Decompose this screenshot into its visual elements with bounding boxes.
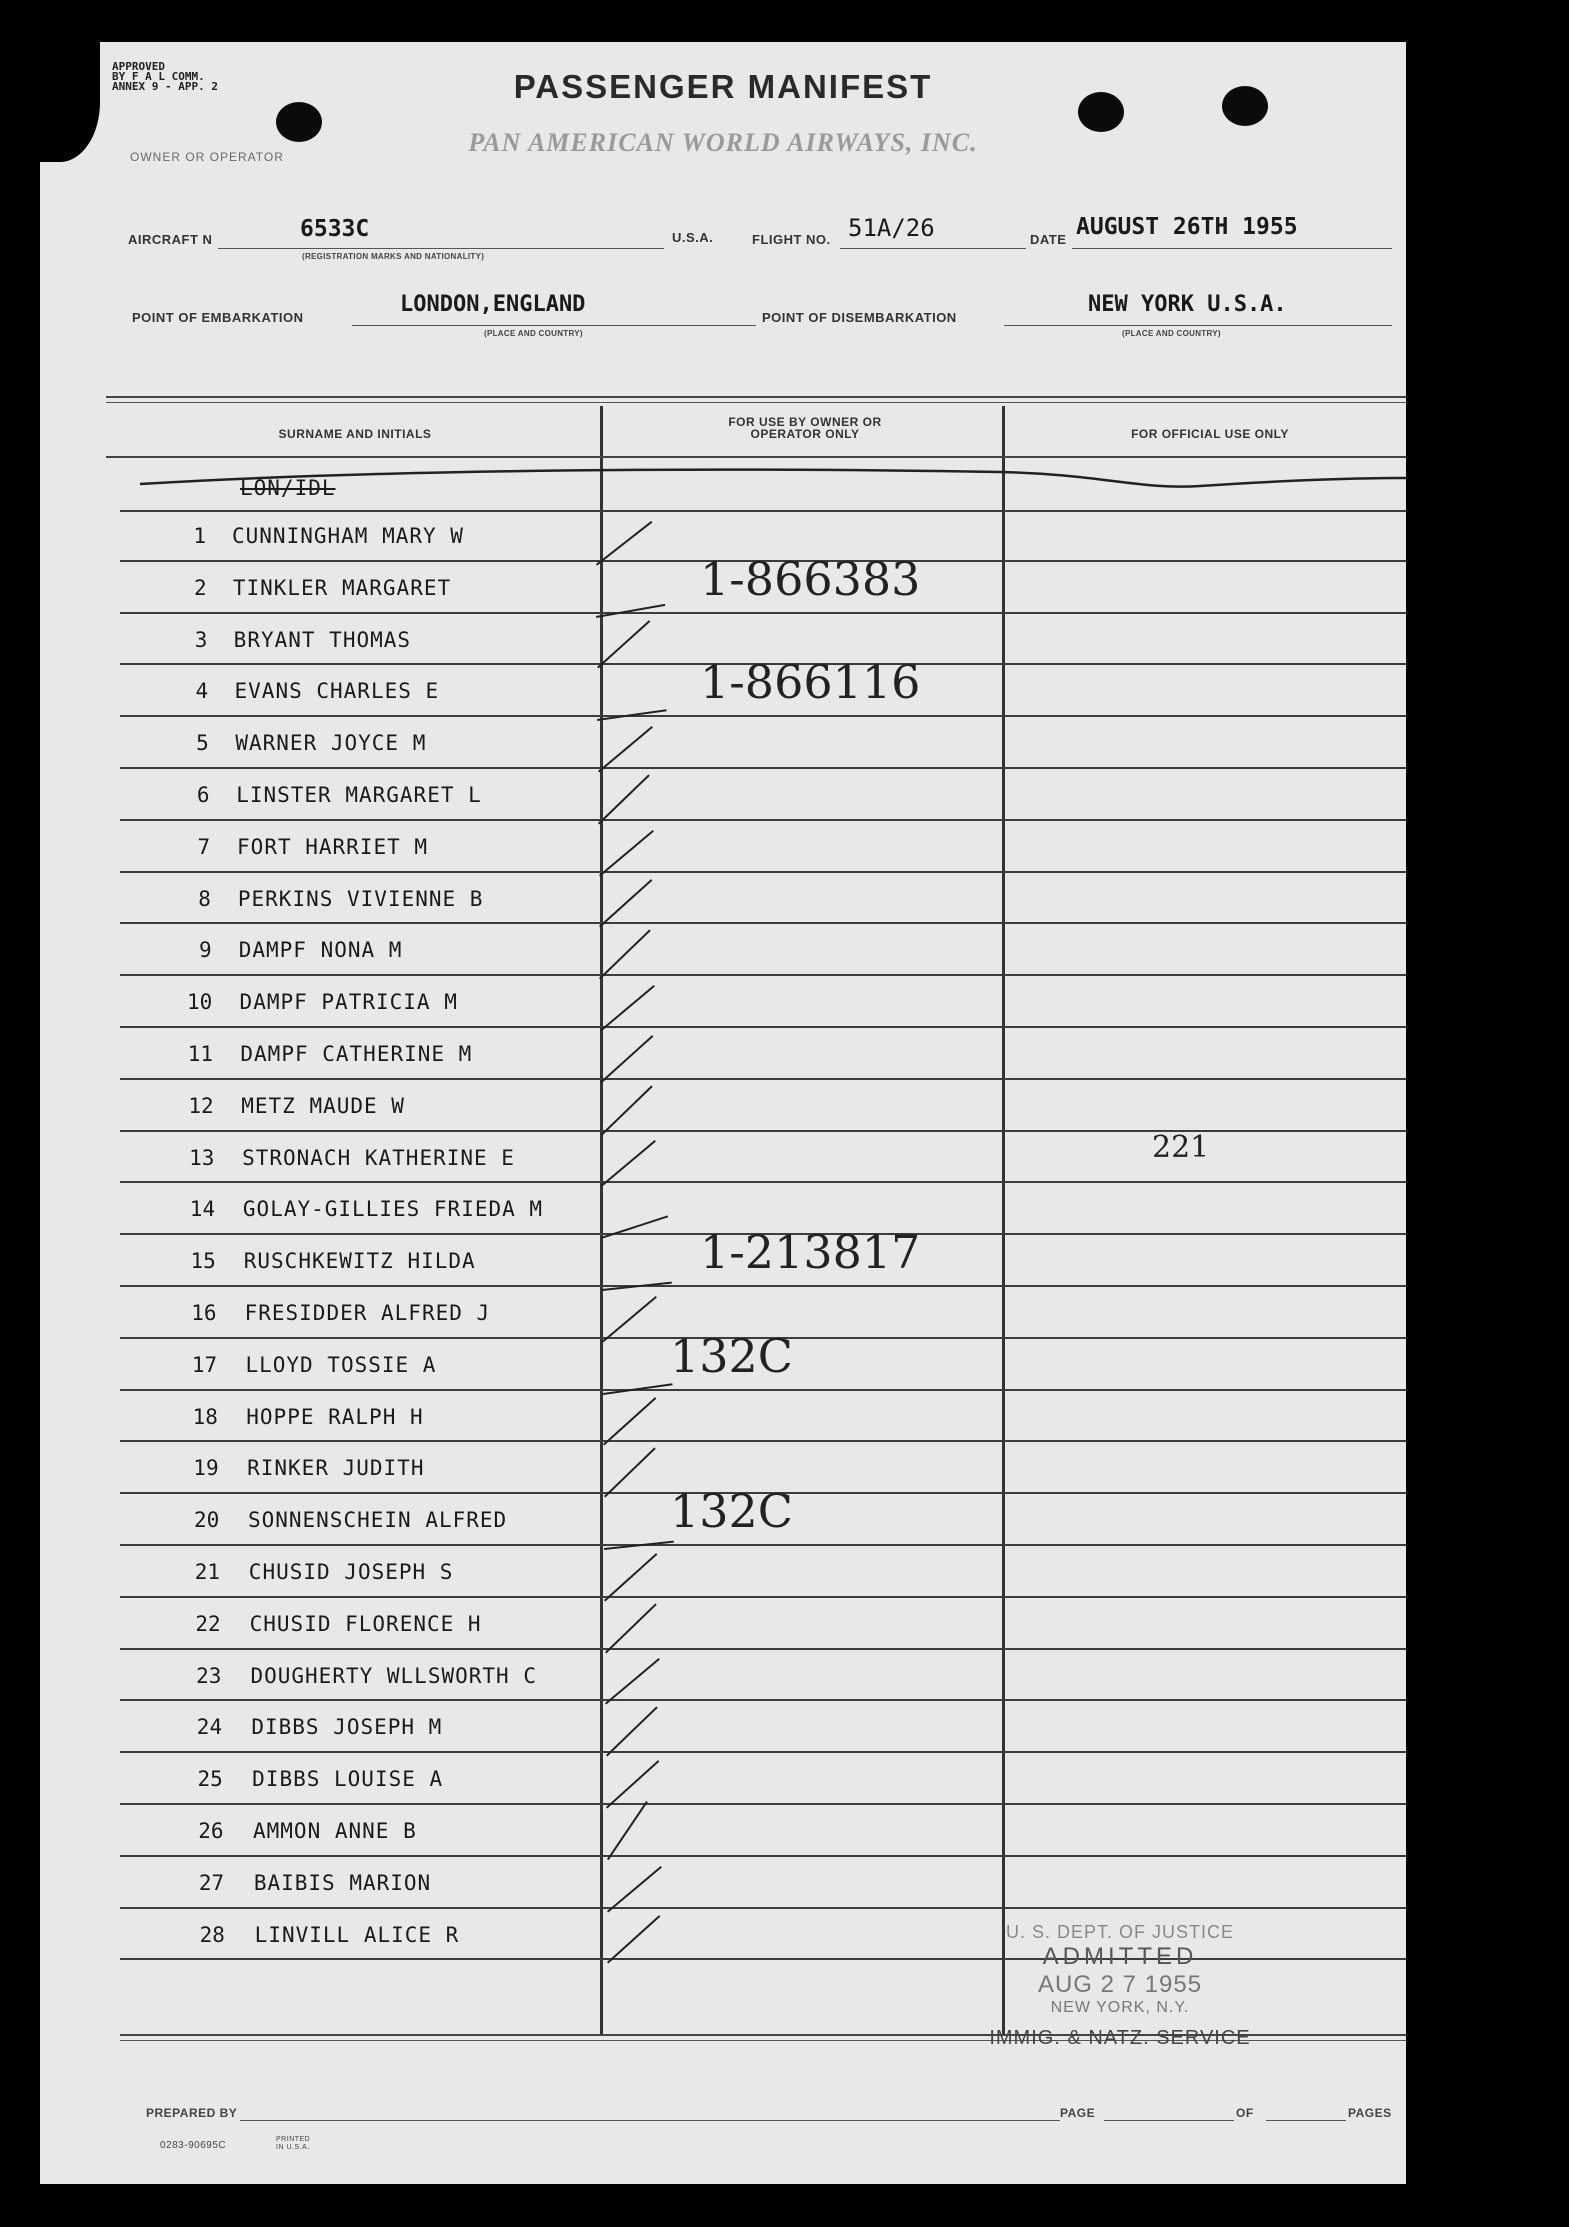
row-rule [120, 1699, 1406, 1701]
table-top-rule-2 [106, 402, 1406, 403]
flight-label: FLIGHT NO. [752, 232, 831, 247]
passenger-name: DAMPF CATHERINE M [240, 1042, 473, 1066]
operator-note: 1-866116 [700, 655, 921, 710]
table-row [120, 655, 1406, 719]
table-top-rule [106, 396, 1406, 398]
passenger-name: BAIBIS MARION [253, 1870, 432, 1895]
passenger-number: 15 [190, 1249, 216, 1274]
row-rule [120, 1855, 1406, 1857]
row-rule [120, 715, 1406, 717]
check-mark [596, 521, 652, 566]
embark-sub: (PLACE AND COUNTRY) [484, 329, 583, 338]
check-mark [605, 1603, 657, 1653]
table-row [120, 1548, 1406, 1600]
passenger-name: CHUSID JOSEPH S [248, 1560, 454, 1584]
check-mark [601, 1216, 668, 1240]
embark-value: LONDON,ENGLAND [400, 292, 586, 317]
passenger-number: 3 [194, 627, 208, 652]
passenger-number: 10 [187, 990, 213, 1015]
passenger-number: 24 [196, 1715, 223, 1740]
check-mark [606, 1760, 659, 1808]
aircraft-label: AIRCRAFT N [128, 232, 213, 247]
manifest-sheet [40, 42, 1406, 2184]
passenger-name: RUSCHKEWITZ HILDA [243, 1249, 476, 1274]
admission-stamp: U. S. DEPT. OF JUSTICE ADMITTED AUG 2 7 1955 NEW YORK, N.Y. IMMIG. & NATZ. SERVICE [989, 1922, 1251, 2049]
passenger-number: 7 [197, 834, 211, 859]
usa-label: U.S.A. [672, 230, 714, 245]
passenger-number: 1 [193, 524, 206, 548]
passenger-number: 12 [188, 1093, 214, 1118]
row-rule [120, 1803, 1406, 1805]
table-row [120, 823, 1406, 875]
table-row [120, 875, 1406, 927]
passenger-name: FORT HARRIET M [237, 834, 429, 859]
table-row [120, 1807, 1406, 1859]
disembark-underline [1004, 325, 1392, 326]
passenger-name: WARNER JOYCE M [235, 731, 427, 756]
passenger-number: 16 [191, 1301, 217, 1325]
row-rule [120, 1181, 1406, 1183]
passenger-name: BRYANT THOMAS [233, 627, 412, 652]
check-mark [606, 1707, 658, 1757]
passenger-name: STRONACH KATHERINE E [242, 1145, 515, 1170]
table-row [120, 1703, 1406, 1755]
passenger-name: SONNENSCHEIN ALFRED [247, 1508, 508, 1533]
row-rule [120, 974, 1406, 976]
passenger-name: RINKER JUDITH [247, 1456, 425, 1481]
check-mark [601, 1140, 656, 1187]
embark-underline [352, 325, 756, 326]
passenger-name: DOUGHERTY WLLSWORTH C [250, 1663, 537, 1688]
table-row [120, 1328, 1406, 1393]
row-rule [120, 1648, 1406, 1650]
pages-label: PAGES [1348, 2106, 1392, 2120]
date-underline [1072, 248, 1392, 249]
passenger-number: 19 [193, 1456, 219, 1481]
owner-label: OWNER OR OPERATOR [130, 150, 284, 164]
route-strike-line [140, 462, 1406, 502]
row-rule [120, 1389, 1406, 1391]
check-mark [604, 1553, 657, 1601]
passenger-number: 11 [187, 1042, 213, 1066]
passenger-number: 23 [196, 1663, 222, 1688]
table-row [120, 926, 1406, 978]
page-label: PAGE [1060, 2106, 1096, 2120]
table-row [120, 1652, 1406, 1704]
flight-value: 51A/26 [848, 214, 935, 242]
check-mark [605, 1658, 660, 1705]
row-rule [120, 1544, 1406, 1546]
check-mark [599, 930, 651, 980]
aircraft-value: 6533C [300, 216, 370, 242]
passenger-number: 8 [198, 886, 211, 911]
check-mark [600, 1035, 653, 1083]
passenger-number: 14 [189, 1197, 216, 1222]
passenger-name: TINKLER MARGARET [232, 575, 452, 600]
table-row [120, 551, 1406, 616]
prepared-by-line [240, 2120, 1060, 2121]
check-mark [599, 880, 652, 928]
disembark-sub: (PLACE AND COUNTRY) [1122, 329, 1221, 338]
airline-name: PAN AMERICAN WORLD AIRWAYS, INC. [468, 128, 978, 157]
disembark-label: POINT OF DISEMBARKATION [762, 310, 957, 325]
operator-note: 1-866383 [700, 551, 921, 606]
passenger-number: 4 [195, 679, 209, 704]
passenger-number: 9 [198, 938, 212, 963]
check-mark [600, 985, 655, 1032]
passenger-number: 20 [194, 1508, 220, 1533]
table-row [120, 1225, 1406, 1289]
passenger-number: 26 [198, 1819, 224, 1843]
page-title: PASSENGER MANIFEST [513, 68, 933, 105]
table-row [120, 719, 1406, 771]
check-mark [602, 1296, 657, 1343]
table-row [120, 1600, 1406, 1652]
of-label: OF [1236, 2106, 1254, 2120]
row-rule [120, 767, 1406, 769]
passenger-number: 21 [194, 1560, 220, 1584]
table-row [120, 1393, 1406, 1445]
table-row [120, 771, 1406, 823]
flight-underline [840, 248, 1026, 249]
date-value: AUGUST 26TH 1955 [1076, 214, 1298, 240]
check-mark [599, 830, 654, 877]
passenger-name: LLOYD TOSSIE A [245, 1352, 437, 1377]
form-number: 0283-90695C [160, 2140, 227, 2151]
row-rule [120, 922, 1406, 924]
passenger-name: DAMPF PATRICIA M [239, 990, 458, 1015]
header-bottom-rule [106, 456, 1406, 458]
passenger-number: 27 [198, 1870, 225, 1895]
passenger-name: METZ MAUDE W [241, 1093, 405, 1118]
page-line [1104, 2120, 1234, 2121]
passenger-name: LINVILL ALICE R [254, 1922, 460, 1947]
printed-label: PRINTED IN U.S.A. [276, 2136, 311, 2151]
table-row [120, 1755, 1406, 1807]
row-rule [120, 871, 1406, 873]
approval-note: APPROVED BY F A L COMM. ANNEX 9 - APP. 2 [112, 60, 218, 93]
row-rule [120, 1440, 1406, 1442]
row-rule [120, 1907, 1406, 1909]
passenger-number: 22 [195, 1611, 221, 1636]
passenger-number: 6 [196, 783, 210, 807]
row-rule [120, 1285, 1406, 1287]
check-mark [597, 621, 650, 669]
passenger-name: AMMON ANNE B [253, 1819, 417, 1843]
col-owner-use: FOR USE BY OWNER OR OPERATOR ONLY [728, 415, 882, 441]
operator-note: 132C [670, 1328, 793, 1383]
operator-note: 1-213817 [700, 1225, 921, 1280]
of-line [1266, 2120, 1346, 2121]
check-mark [607, 1801, 648, 1860]
check-mark [607, 1916, 660, 1964]
check-mark [604, 1448, 656, 1498]
table-row [120, 1030, 1406, 1082]
operator-note: 132C [670, 1484, 793, 1539]
col-surname: SURNAME AND INITIALS [278, 427, 432, 441]
row-rule [120, 1130, 1406, 1132]
check-mark [598, 774, 650, 824]
table-row [120, 978, 1406, 1030]
route-label: LON/IDL [240, 476, 336, 500]
row-rule [120, 1026, 1406, 1028]
check-mark [607, 1866, 662, 1913]
passenger-number: 25 [197, 1767, 223, 1792]
passenger-number: 5 [196, 731, 209, 756]
check-mark [603, 1398, 656, 1446]
passenger-name: LINSTER MARGARET L [236, 783, 482, 807]
col-official-use: FOR OFFICIAL USE ONLY [1131, 427, 1289, 441]
row-rule [120, 612, 1406, 614]
passenger-name: DIBBS LOUISE A [252, 1767, 444, 1792]
embark-label: POINT OF EMBARKATION [132, 310, 304, 325]
passenger-name: FRESIDDER ALFRED J [244, 1301, 491, 1325]
prepared-by-label: PREPARED BY [146, 2106, 238, 2120]
table-row [120, 1082, 1406, 1134]
passenger-number: 28 [199, 1922, 225, 1947]
passenger-name: HOPPE RALPH H [246, 1404, 424, 1429]
row-rule [120, 1078, 1406, 1080]
passenger-name: PERKINS VIVIENNE B [237, 886, 484, 911]
passenger-name: CHUSID FLORENCE H [249, 1611, 482, 1636]
check-mark [598, 726, 653, 773]
passenger-number: 13 [189, 1145, 215, 1170]
date-label: DATE [1030, 232, 1067, 247]
check-mark [601, 1085, 653, 1135]
row-rule [120, 1751, 1406, 1753]
disembark-value: NEW YORK U.S.A. [1088, 292, 1287, 317]
aircraft-underline [218, 248, 664, 249]
table-row [120, 1484, 1406, 1548]
table-row [120, 1859, 1406, 1911]
passenger-name: DAMPF NONA M [238, 938, 403, 963]
table-row [120, 1134, 1406, 1186]
passenger-name: DIBBS JOSEPH M [251, 1715, 443, 1740]
registration-sub: (REGISTRATION MARKS AND NATIONALITY) [302, 252, 485, 261]
row-rule [120, 819, 1406, 821]
row-rule [120, 1596, 1406, 1598]
passenger-number: 18 [192, 1404, 218, 1429]
passenger-name: CUNNINGHAM MARY W [232, 524, 464, 548]
passenger-name: GOLAY-GILLIES FRIEDA M [242, 1197, 544, 1222]
passenger-number: 2 [194, 575, 207, 600]
passenger-name: EVANS CHARLES E [234, 679, 440, 704]
official-note: 221 [1152, 1130, 1210, 1165]
passenger-number: 17 [191, 1352, 218, 1377]
